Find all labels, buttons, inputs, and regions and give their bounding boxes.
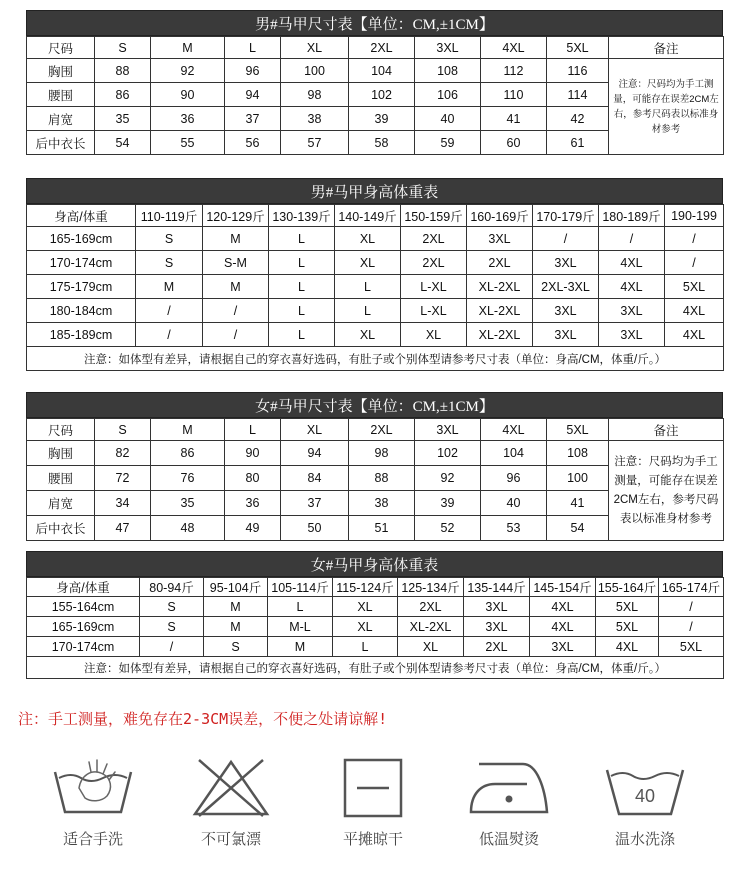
header-cell: 3XL xyxy=(415,37,481,59)
header-cell: 155-164斤 xyxy=(596,578,659,597)
table-cell: 114 xyxy=(547,83,609,107)
men-fit-table xyxy=(26,178,723,371)
table-cell: 39 xyxy=(349,107,415,131)
header-cell: 170-179斤 xyxy=(533,205,599,227)
header-cell: 3XL xyxy=(415,419,481,441)
care-item-low-iron xyxy=(454,758,564,849)
footer-note: 注意：如体型有差异，请根据自己的穿衣喜好选码，有肚子或个别体型请参考尺寸表（单位：身高/CM，体重/斤。） xyxy=(27,657,724,679)
table-cell: L xyxy=(269,275,335,299)
header-cell: 5XL xyxy=(547,37,609,59)
note-cell: 注意：尺码均为手工测量，可能存在误差2CM左右，参考尺码表以标准身材参考 xyxy=(609,59,724,155)
men-fit-grid xyxy=(26,204,724,371)
row-label: 后中衣长 xyxy=(27,516,95,541)
table-cell: M xyxy=(203,227,269,251)
row-label: 胸围 xyxy=(27,59,95,83)
table-row xyxy=(27,251,724,275)
table-cell: 106 xyxy=(415,83,481,107)
header-cell: 4XL xyxy=(481,37,547,59)
table-cell: 98 xyxy=(349,441,415,466)
table-cell: / xyxy=(136,299,203,323)
table-cell: 56 xyxy=(225,131,281,155)
table-cell: 58 xyxy=(349,131,415,155)
table-cell: 61 xyxy=(547,131,609,155)
table-cell: / xyxy=(203,323,269,347)
warm-wash-icon xyxy=(603,758,687,818)
care-label: 适合手洗 xyxy=(62,831,123,848)
table-row xyxy=(27,441,724,466)
table-cell: 4XL xyxy=(665,323,724,347)
header-cell: 身高/体重 xyxy=(27,205,136,227)
table-cell: XL xyxy=(335,251,401,275)
table-cell: 3XL xyxy=(467,227,533,251)
footer-note: 注意：如体型有差异，请根据自己的穿衣喜好选码，有肚子或个别体型请参考尺寸表（单位：身高/CM，体重/斤。） xyxy=(27,347,724,371)
header-cell: 4XL xyxy=(481,419,547,441)
table-cell: 112 xyxy=(481,59,547,83)
women-size-grid xyxy=(26,418,724,541)
table-cell: 96 xyxy=(225,59,281,83)
table-cell: S xyxy=(140,597,204,617)
header-cell: 95-104斤 xyxy=(204,578,268,597)
table-cell: 5XL xyxy=(659,637,724,657)
table-cell: S xyxy=(204,637,268,657)
table-cell: 86 xyxy=(95,83,151,107)
table-cell: 3XL xyxy=(464,597,530,617)
table-cell: 98 xyxy=(281,83,349,107)
table-cell: 35 xyxy=(151,491,225,516)
care-item-warm-wash xyxy=(590,758,700,849)
table-cell: 2XL xyxy=(401,251,467,275)
table-cell: 90 xyxy=(151,83,225,107)
table-cell: 55 xyxy=(151,131,225,155)
table-cell: 38 xyxy=(281,107,349,131)
table-cell: XL-2XL xyxy=(398,617,464,637)
table-cell: 49 xyxy=(225,516,281,541)
header-cell: 5XL xyxy=(547,419,609,441)
table-cell: 34 xyxy=(95,491,151,516)
table-row xyxy=(27,617,724,637)
table-cell: M xyxy=(268,637,333,657)
table-cell: 4XL xyxy=(530,597,596,617)
wash-temperature: 40 xyxy=(634,786,656,806)
header-cell: 尺码 xyxy=(27,37,95,59)
table-cell: 84 xyxy=(281,466,349,491)
table-cell: XL xyxy=(335,323,401,347)
table-cell: 88 xyxy=(95,59,151,83)
measurement-disclaimer: 注：手工测量，难免存在2-3CM误差，不便之处请谅解! xyxy=(18,710,388,728)
table-cell: L xyxy=(269,299,335,323)
table-cell: 3XL xyxy=(599,299,665,323)
row-label: 肩宽 xyxy=(27,107,95,131)
header-cell: 105-114斤 xyxy=(268,578,333,597)
table-cell: / xyxy=(140,637,204,657)
table-cell: 42 xyxy=(547,107,609,131)
row-label: 肩宽 xyxy=(27,491,95,516)
header-cell: XL xyxy=(281,37,349,59)
table-cell: / xyxy=(659,617,724,637)
table-cell: S xyxy=(136,227,203,251)
table-title: 女#马甲身高体重表 xyxy=(26,551,723,577)
table-cell: 40 xyxy=(481,491,547,516)
header-cell: 125-134斤 xyxy=(398,578,464,597)
header-row xyxy=(27,37,724,59)
table-cell: 76 xyxy=(151,466,225,491)
header-cell: 2XL xyxy=(349,419,415,441)
table-cell: L xyxy=(269,251,335,275)
table-cell: / xyxy=(665,251,724,275)
table-cell: 37 xyxy=(225,107,281,131)
table-cell: 100 xyxy=(547,466,609,491)
table-row xyxy=(27,323,724,347)
table-cell: 50 xyxy=(281,516,349,541)
table-cell: 3XL xyxy=(530,637,596,657)
care-item-dry-flat xyxy=(318,758,428,849)
low-iron-icon xyxy=(467,758,551,818)
row-label: 胸围 xyxy=(27,441,95,466)
table-cell: XL xyxy=(398,637,464,657)
table-cell: 57 xyxy=(281,131,349,155)
table-cell: M xyxy=(136,275,203,299)
table-row xyxy=(27,597,724,617)
footer-row xyxy=(27,657,724,679)
table-cell: 104 xyxy=(481,441,547,466)
table-cell: 100 xyxy=(281,59,349,83)
header-row xyxy=(27,419,724,441)
table-cell: XL-2XL xyxy=(467,275,533,299)
women-size-table xyxy=(26,392,723,541)
table-cell: 37 xyxy=(281,491,349,516)
men-size-table xyxy=(26,10,723,155)
table-cell: 59 xyxy=(415,131,481,155)
table-cell: M xyxy=(204,617,268,637)
table-cell: 5XL xyxy=(596,597,659,617)
table-cell: 36 xyxy=(151,107,225,131)
header-cell: L xyxy=(225,419,281,441)
row-label: 185-189cm xyxy=(27,323,136,347)
table-cell: L xyxy=(335,299,401,323)
row-label: 165-169cm xyxy=(27,617,140,637)
table-cell: L xyxy=(269,323,335,347)
table-cell: 47 xyxy=(95,516,151,541)
row-label: 155-164cm xyxy=(27,597,140,617)
header-cell: 165-174斤 xyxy=(659,578,724,597)
table-cell: S-M xyxy=(203,251,269,275)
table-cell: 52 xyxy=(415,516,481,541)
footer-row xyxy=(27,347,724,371)
table-row xyxy=(27,227,724,251)
table-cell: 110 xyxy=(481,83,547,107)
table-cell: 54 xyxy=(95,131,151,155)
header-cell: 135-144斤 xyxy=(464,578,530,597)
table-cell: 94 xyxy=(225,83,281,107)
header-cell: XL xyxy=(281,419,349,441)
table-cell: XL-2XL xyxy=(467,299,533,323)
care-label: 不可氯漂 xyxy=(200,831,261,848)
table-cell: 5XL xyxy=(665,275,724,299)
table-cell: M-L xyxy=(268,617,333,637)
table-cell: M xyxy=(204,597,268,617)
table-cell: 88 xyxy=(349,466,415,491)
table-cell: XL xyxy=(401,323,467,347)
header-row xyxy=(27,578,724,597)
table-cell: 80 xyxy=(225,466,281,491)
women-fit-table xyxy=(26,551,723,679)
table-cell: / xyxy=(533,227,599,251)
table-cell: 60 xyxy=(481,131,547,155)
header-cell: 190-199 xyxy=(665,205,724,227)
table-cell: / xyxy=(659,597,724,617)
table-cell: 90 xyxy=(225,441,281,466)
table-cell: / xyxy=(203,299,269,323)
table-cell: / xyxy=(136,323,203,347)
header-cell: M xyxy=(151,37,225,59)
table-cell: 4XL xyxy=(665,299,724,323)
table-cell: M xyxy=(203,275,269,299)
header-cell: 115-124斤 xyxy=(333,578,398,597)
table-cell: 54 xyxy=(547,516,609,541)
table-cell: 48 xyxy=(151,516,225,541)
header-cell: 80-94斤 xyxy=(140,578,204,597)
table-cell: S xyxy=(136,251,203,275)
table-row xyxy=(27,299,724,323)
table-cell: 3XL xyxy=(464,617,530,637)
women-fit-grid xyxy=(26,577,724,679)
header-cell: 备注 xyxy=(609,419,724,441)
table-cell: XL xyxy=(333,597,398,617)
table-cell: 92 xyxy=(151,59,225,83)
header-cell: 140-149斤 xyxy=(335,205,401,227)
care-label: 低温熨烫 xyxy=(478,831,539,848)
hand-wash-icon xyxy=(51,758,135,818)
row-label: 后中衣长 xyxy=(27,131,95,155)
table-cell: 2XL xyxy=(401,227,467,251)
header-cell: 尺码 xyxy=(27,419,95,441)
table-title: 男#马甲尺寸表【单位：CM,±1CM】 xyxy=(26,10,723,36)
header-cell: 2XL xyxy=(349,37,415,59)
table-cell: 2XL xyxy=(467,251,533,275)
table-cell: XL-2XL xyxy=(467,323,533,347)
header-cell: L xyxy=(225,37,281,59)
header-cell: 130-139斤 xyxy=(269,205,335,227)
table-cell: 51 xyxy=(349,516,415,541)
table-cell: 3XL xyxy=(533,323,599,347)
table-cell: 3XL xyxy=(533,251,599,275)
header-cell: M xyxy=(151,419,225,441)
table-cell: 41 xyxy=(547,491,609,516)
row-label: 腰围 xyxy=(27,466,95,491)
table-cell: 96 xyxy=(481,466,547,491)
table-cell: 4XL xyxy=(599,251,665,275)
header-cell: 180-189斤 xyxy=(599,205,665,227)
table-cell: / xyxy=(599,227,665,251)
table-cell: 4XL xyxy=(530,617,596,637)
table-cell: 2XL xyxy=(398,597,464,617)
header-cell: S xyxy=(95,419,151,441)
table-cell: 40 xyxy=(415,107,481,131)
table-cell: 108 xyxy=(547,441,609,466)
table-title: 女#马甲尺寸表【单位：CM,±1CM】 xyxy=(26,392,723,418)
header-row xyxy=(27,205,724,227)
table-row xyxy=(27,637,724,657)
header-cell: 160-169斤 xyxy=(467,205,533,227)
table-cell: 2XL xyxy=(464,637,530,657)
header-cell: 120-129斤 xyxy=(203,205,269,227)
table-cell: 102 xyxy=(415,441,481,466)
row-label: 腰围 xyxy=(27,83,95,107)
table-cell: L xyxy=(269,227,335,251)
row-label: 170-174cm xyxy=(27,637,140,657)
table-cell: 2XL-3XL xyxy=(533,275,599,299)
men-size-grid xyxy=(26,36,724,155)
table-cell: 94 xyxy=(281,441,349,466)
table-cell: 104 xyxy=(349,59,415,83)
table-cell: / xyxy=(665,227,724,251)
header-cell: 身高/体重 xyxy=(27,578,140,597)
table-cell: 4XL xyxy=(596,637,659,657)
table-cell: 82 xyxy=(95,441,151,466)
table-cell: 5XL xyxy=(596,617,659,637)
table-cell: 36 xyxy=(225,491,281,516)
table-cell: L xyxy=(268,597,333,617)
table-cell: 92 xyxy=(415,466,481,491)
row-label: 175-179cm xyxy=(27,275,136,299)
table-cell: 53 xyxy=(481,516,547,541)
header-cell: S xyxy=(95,37,151,59)
header-cell: 145-154斤 xyxy=(530,578,596,597)
table-cell: XL xyxy=(335,227,401,251)
table-title: 男#马甲身高体重表 xyxy=(26,178,723,204)
table-cell: 108 xyxy=(415,59,481,83)
table-row xyxy=(27,275,724,299)
table-cell: 72 xyxy=(95,466,151,491)
note-cell: 注意：尺码均为手工测量，可能存在误差2CM左右，参考尺码表以标准身材参考 xyxy=(609,441,724,541)
table-cell: 41 xyxy=(481,107,547,131)
header-cell: 150-159斤 xyxy=(401,205,467,227)
care-item-hand-wash xyxy=(38,758,148,849)
table-cell: 35 xyxy=(95,107,151,131)
table-cell: L-XL xyxy=(401,299,467,323)
row-label: 165-169cm xyxy=(27,227,136,251)
care-label: 温水洗涤 xyxy=(614,831,675,848)
care-label: 平摊晾干 xyxy=(342,831,403,848)
table-cell: 116 xyxy=(547,59,609,83)
header-cell: 110-119斤 xyxy=(136,205,203,227)
table-cell: 102 xyxy=(349,83,415,107)
table-cell: L xyxy=(333,637,398,657)
table-row xyxy=(27,59,724,83)
table-cell: L-XL xyxy=(401,275,467,299)
table-cell: 3XL xyxy=(533,299,599,323)
row-label: 180-184cm xyxy=(27,299,136,323)
table-cell: S xyxy=(140,617,204,637)
table-cell: L xyxy=(335,275,401,299)
care-item-no-bleach xyxy=(176,758,286,849)
no-bleach-icon xyxy=(189,758,273,818)
header-cell: 备注 xyxy=(609,37,724,59)
table-cell: XL xyxy=(333,617,398,637)
table-cell: 38 xyxy=(349,491,415,516)
table-cell: 86 xyxy=(151,441,225,466)
table-cell: 39 xyxy=(415,491,481,516)
row-label: 170-174cm xyxy=(27,251,136,275)
table-cell: 4XL xyxy=(599,275,665,299)
table-cell: 3XL xyxy=(599,323,665,347)
dry-flat-icon xyxy=(331,758,415,818)
